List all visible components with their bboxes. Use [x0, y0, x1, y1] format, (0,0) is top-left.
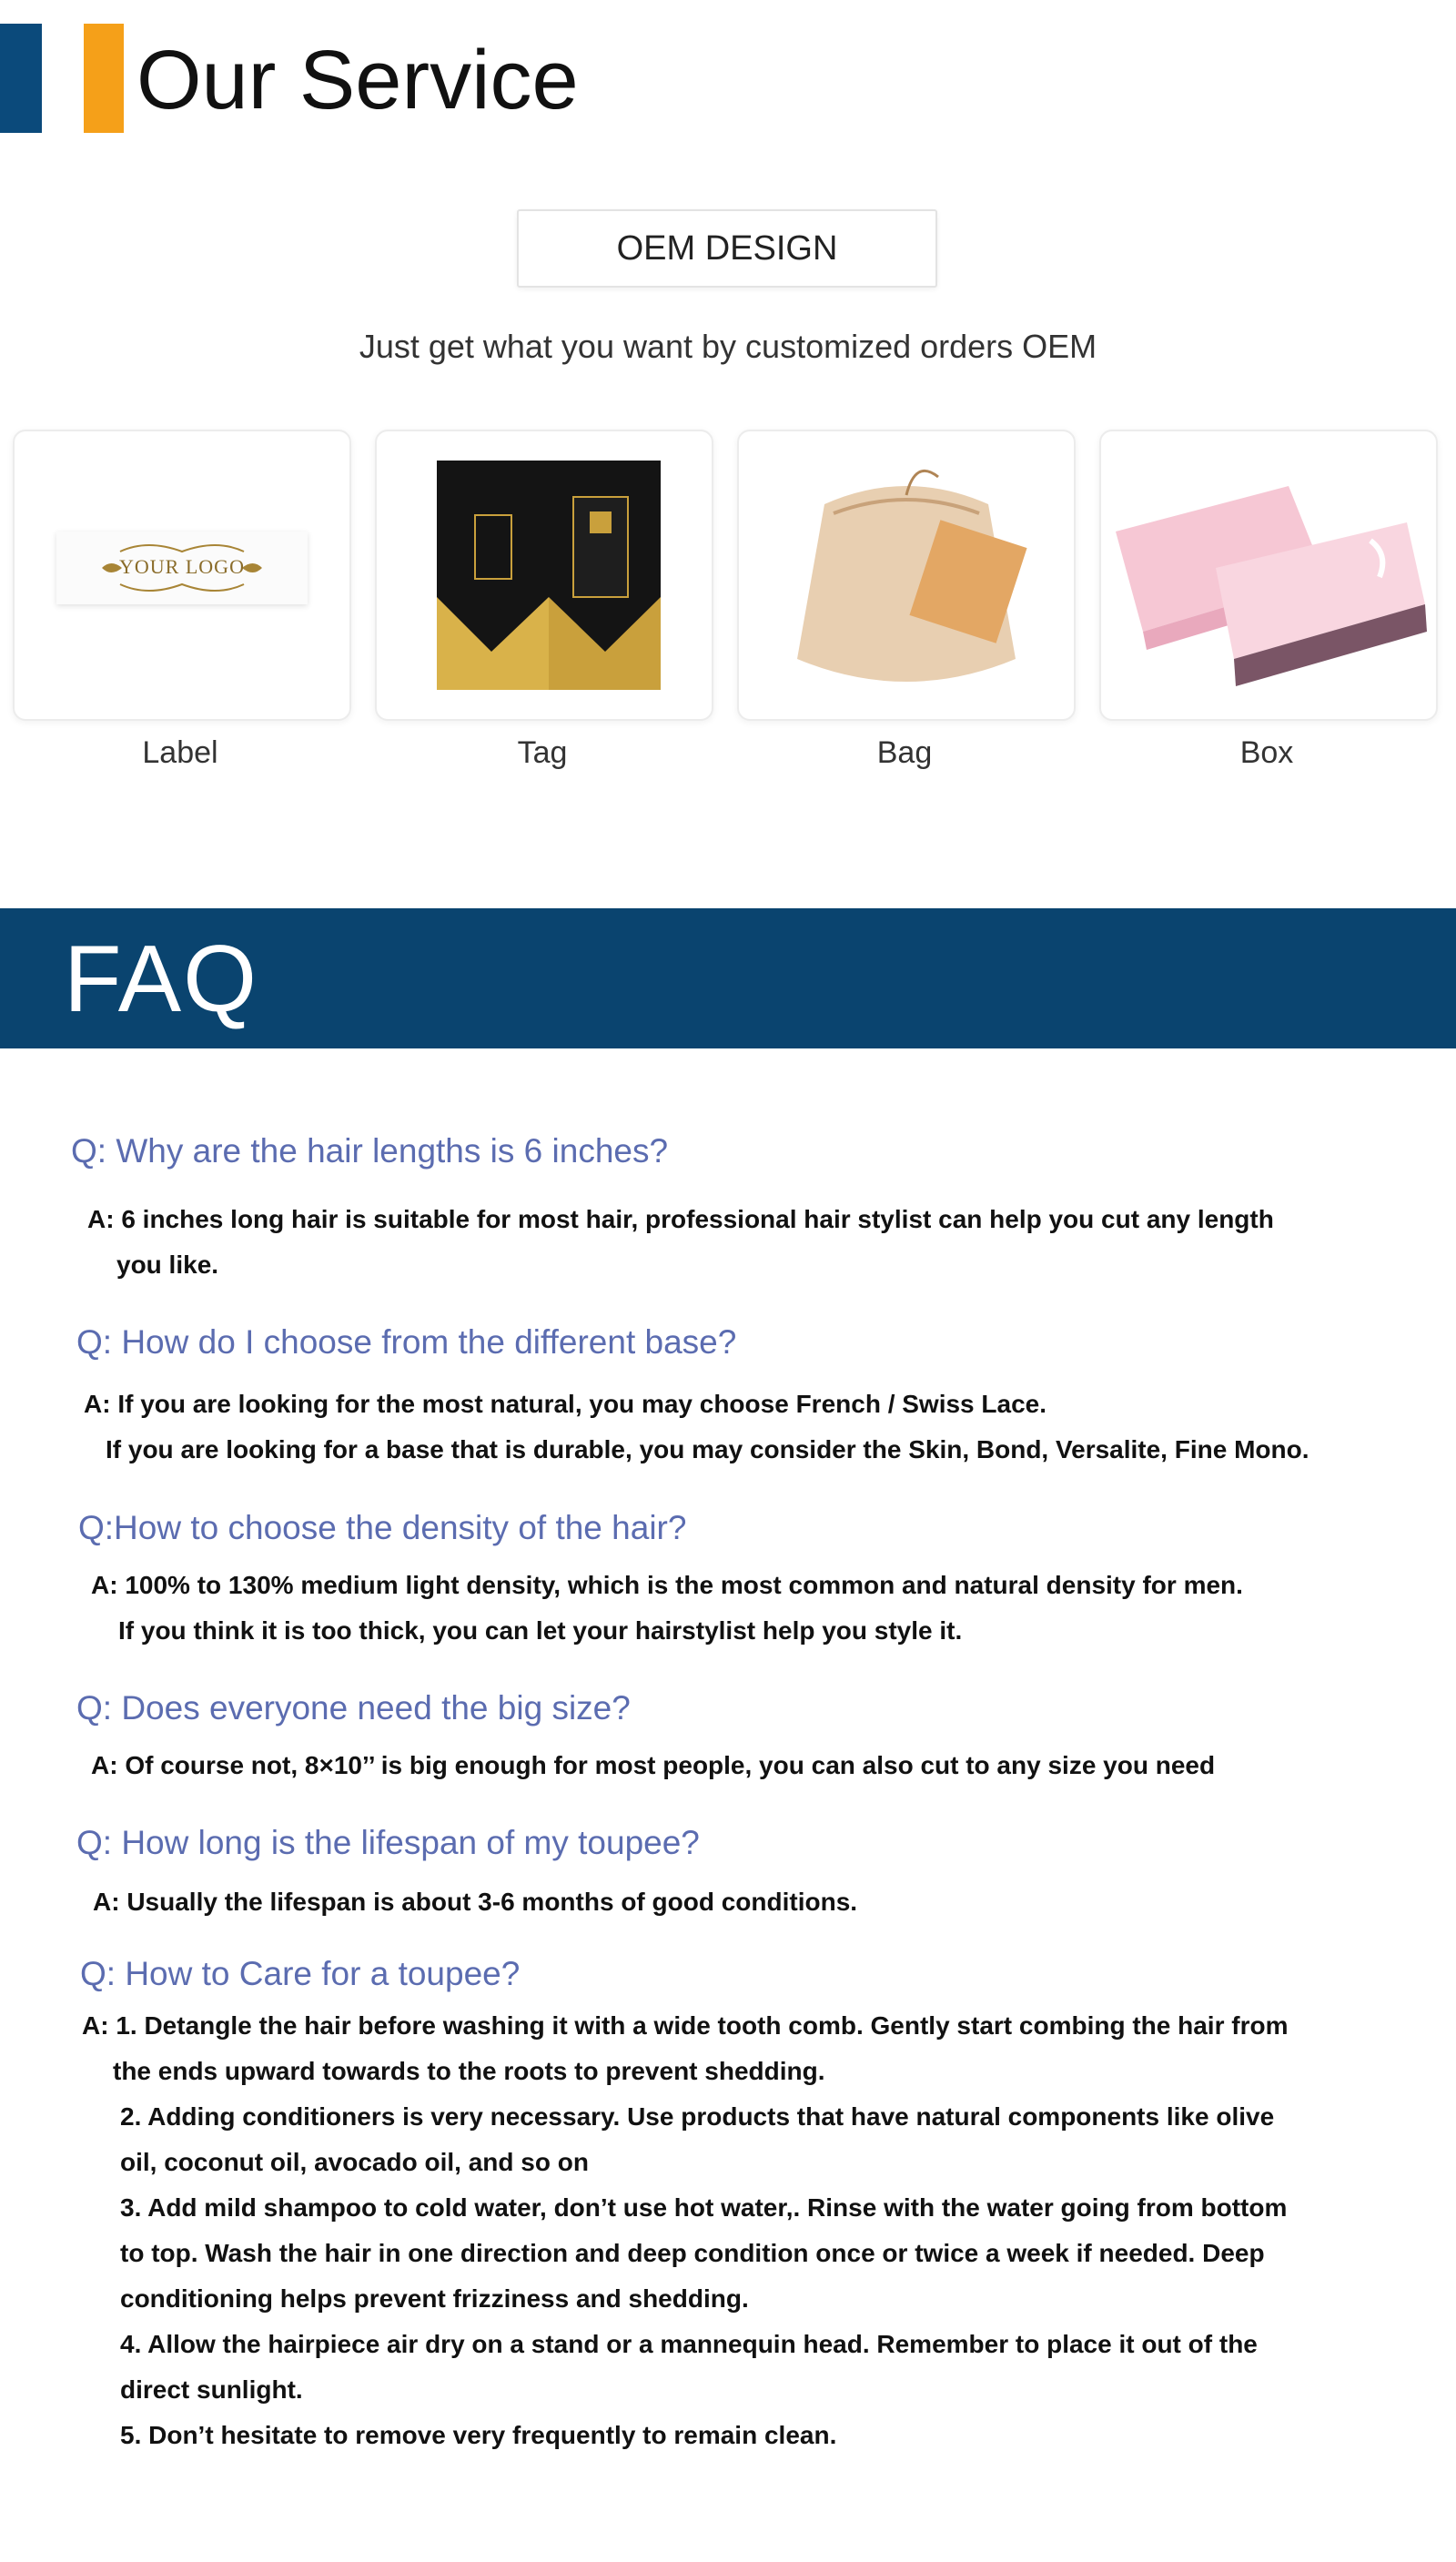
logo-text: YOUR LOGO — [119, 555, 245, 578]
faq-question-1: Q: Why are the hair lengths is 6 inches? — [71, 1132, 669, 1170]
blue-accent-bar — [0, 24, 42, 133]
faq-answer-6-line-8: 4. Allow the hairpiece air dry on a stand or a mannequin head. Remember to place it out of the — [120, 2330, 1258, 2358]
faq-answer-6-line-6: to top. Wash the hair in one direction and deep condition once or twice a week if needed. Deep — [120, 2239, 1265, 2267]
faq-answer-6-line-5: 3. Add mild shampoo to cold water, don’t use hot water,. Rinse with the water going from bottom — [120, 2193, 1288, 2222]
faq-header — [0, 908, 1456, 1048]
card-box[interactable] — [1099, 430, 1438, 721]
faq-answer-1-line-2: you like. — [116, 1251, 219, 1279]
service-title: Our Service — [136, 34, 579, 127]
tag-graphic-icon — [437, 461, 661, 690]
faq-question-3: Q:How to choose the density of the hair? — [78, 1509, 687, 1546]
card-caption-bag: Bag — [876, 735, 933, 770]
oem-design-button[interactable]: OEM DESIGN — [517, 209, 937, 288]
orange-accent-bar — [84, 24, 124, 133]
faq-question-4: Q: Does everyone need the big size? — [76, 1689, 631, 1727]
faq-answer-6-line-1: A: 1. Detangle the hair before washing it with a wide tooth comb. Gently start combing the hair from — [82, 2011, 1289, 2040]
faq-answer-2-line-2: If you are looking for a base that is durable, you may consider the Skin, Bond, Versalite, Fine Mono. — [106, 1435, 1309, 1463]
bag-graphic-icon — [770, 450, 1043, 704]
faq-answer-5-line-1: A: Usually the lifespan is about 3-6 months of good conditions. — [93, 1888, 858, 1916]
card-caption-tag: Tag — [517, 735, 568, 770]
faq-answer-6-line-3: 2. Adding conditioners is very necessary. Use products that have natural components like olive — [120, 2102, 1275, 2131]
tag-image — [437, 461, 661, 690]
card-label[interactable] — [13, 430, 351, 721]
card-caption-label: Label — [142, 735, 218, 770]
faq-answer-4-line-1: A: Of course not, 8×10’’ is big enough for most people, you can also cut to any size you need — [91, 1751, 1216, 1779]
faq-answer-3-line-1: A: 100% to 130% medium light density, which is the most common and natural density for men. — [91, 1571, 1243, 1599]
faq-answer-6-line-2: the ends upward towards to the roots to prevent shedding. — [113, 2057, 825, 2085]
faq-answer-6-line-9: direct sunlight. — [120, 2375, 303, 2404]
faq-question-2: Q: How do I choose from the different base? — [76, 1323, 737, 1361]
box-image — [1107, 468, 1431, 686]
bag-image — [770, 450, 1043, 704]
faq-answer-3-line-2: If you think it is too thick, you can let your hairstylist help you style it. — [118, 1616, 963, 1645]
faq-answer-1-line-1: A: 6 inches long hair is suitable for most hair, professional hair stylist can help you cut any length — [87, 1205, 1274, 1233]
box-graphic-icon — [1107, 468, 1431, 686]
logo-label-image — [56, 532, 308, 604]
faq-answer-6-line-4: oil, coconut oil, avocado oil, and so on — [120, 2148, 589, 2176]
faq-answer-6-line-7: conditioning helps prevent frizziness and shedding. — [120, 2284, 749, 2313]
card-tag[interactable] — [375, 430, 713, 721]
card-caption-box: Box — [1239, 735, 1294, 770]
card-bag[interactable] — [737, 430, 1076, 721]
faq-question-5: Q: How long is the lifespan of my toupee? — [76, 1824, 700, 1861]
faq-answer-2-line-1: A: If you are looking for the most natural, you may choose French / Swiss Lace. — [84, 1390, 1047, 1418]
faq-question-6: Q: How to Care for a toupee? — [80, 1955, 521, 1992]
faq-answer-6-line-10: 5. Don’t hesitate to remove very frequently to remain clean. — [120, 2421, 837, 2449]
oem-subtitle: Just get what you want by customized orders OEM — [359, 328, 1097, 365]
faq-title: FAQ — [64, 927, 259, 1032]
service-header — [0, 0, 1456, 164]
